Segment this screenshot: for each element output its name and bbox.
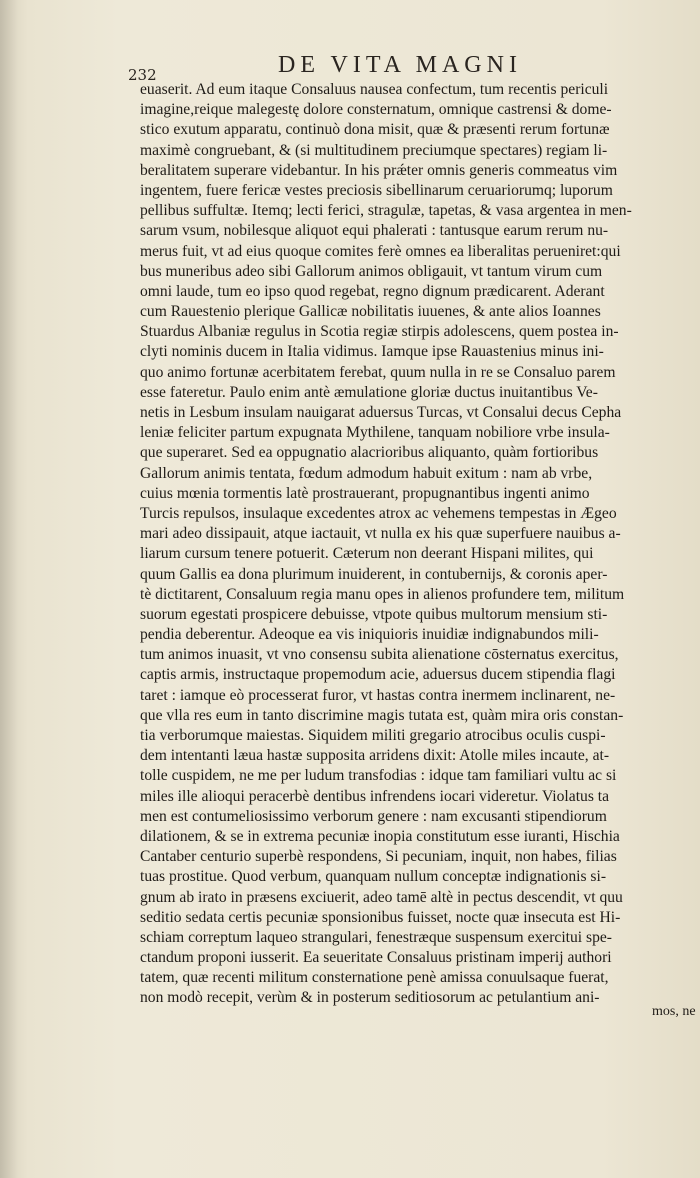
text-line: tia verborumque maiestas. Siquidem militi gregario atrocibus oculis cuspi- xyxy=(140,727,606,744)
text-line: pellibus suffultæ. Itemq; lecti ferici, stragulæ, tapetas, & vasa argentea in men- xyxy=(140,202,632,220)
text-line: ctandum proponi iusserit. Ea seueritate Consaluus pristinam imperij authori xyxy=(140,949,612,967)
text-line: imagine,reique malegestę dolore consternatum, omnique castrensi & dome- xyxy=(140,101,612,119)
text-line: merus fuit, vt ad eius quoque comites ferè omnes ea liberalitas perueniret:qui xyxy=(140,242,621,260)
text-line: quo animo fortunæ acerbitatem ferebat, quum nulla in re se Consaluo parem xyxy=(140,363,616,381)
text-line: tuas prostitue. Quod verbum, quanquam nullum conceptæ indignationis si- xyxy=(140,868,607,886)
text-line: sarum vsum, nobilesque aliquot equi phalerati : tantusque earum rerum nu- xyxy=(140,222,609,240)
text-line: Turcis repulsos, insulaque excedentes atrox ac vehemens tempestas in Ægeo xyxy=(140,504,617,522)
text-line: euaserit. Ad eum itaque Consaluus nausea confectum, tum recentis periculi xyxy=(140,81,609,98)
text-line: quum Gallis ea dona plurimum inuiderent, in contubernijs, & coronis aper- xyxy=(140,565,608,583)
text-line: tè dictitarent, Consaluum regia manu opes in alienos profundere tem, militum xyxy=(140,585,625,603)
text-line: que vlla res eum in tanto discrimine magis tutata est, quàm mira oris constan- xyxy=(140,706,624,724)
text-line: Stuardus Albaniæ regulus in Scotia regiæ stirpis adolescens, quem postea in- xyxy=(140,323,619,341)
text-line: beralitatem superare videbantur. In his prǽter omnis generis commeatus vim xyxy=(140,161,618,179)
text-line: omni laude, tum eo ipso quod regebat, regno dignum prædicarent. Aderant xyxy=(140,282,605,300)
text-line: tatem, quæ recenti militum consternatione penè amissa conuulsaque fuerat, xyxy=(140,969,609,987)
text-line: suorum egestati prospicere debuisse, vtpote quibus multorum mensium sti- xyxy=(140,605,608,623)
text-line: tolle cuspidem, ne me per ludum transfodias : idque tam familiari vultu ac si xyxy=(140,767,617,785)
text-line: ingentem, fuere fericæ vestes preciosis sibellinarum ceruariorumq; luporum xyxy=(140,181,613,199)
text-line: pendia deberentur. Adeoque ea vis iniquioris inuidiæ indignabundos mili- xyxy=(140,626,599,644)
text-line: maximè congruebant, & (si multitudinem preciumque spectares) regiam li- xyxy=(140,141,608,159)
text-line: non modò recepit, verùm & in posterum seditiosorum ac petulantium ani- xyxy=(140,989,600,1007)
text-line: stico exutum apparatu, continuò dona misit, quæ & præsenti rerum fortunæ xyxy=(140,121,610,139)
text-line: schiam correptum laqueo strangulari, fenestræque suspensum exercitui spe- xyxy=(140,928,613,946)
text-line: bus muneribus adeo sibi Gallorum animos obligauit, vt tantum virum cum xyxy=(140,262,603,280)
text-line: captis armis, instructaque propemodum acie, aduersus ducem stipendia flagi xyxy=(140,666,616,684)
text-line: cuius mœnia tormentis latè prostrauerant, propugnantibus ingenti animo xyxy=(140,484,590,502)
text-line: seditio sedata certis pecuniæ sponsionibus fuisset, nocte quæ insecuta est Hi- xyxy=(140,908,621,926)
text-line: miles ille alioqui peracerbè dentibus infrendens iocari videretur. Violatus ta xyxy=(140,787,610,805)
text-line: men est contumeliosissimo verborum genere : nam excusanti stipendiorum xyxy=(140,807,607,825)
text-line: tum animos inuasit, vt vno consensu subita alienatione cōsternatus exercitus, xyxy=(140,646,619,664)
body-text xyxy=(140,80,680,1009)
text-line: cum Rauestenio plerique Gallicæ nobilitatis iuuenes, & ante alios Ioannes xyxy=(140,303,601,321)
catchword: mos, ne xyxy=(652,1004,696,1019)
text-line: netis in Lesbum insulam nauigarat aduersus Turcas, vt Consalui decus Cepha xyxy=(140,404,622,421)
running-head xyxy=(128,52,688,82)
text-line: leniæ feliciter partum expugnata Mythilene, tanquam nobiliore vrbe insula- xyxy=(140,424,610,442)
text-line: esse fateretur. Paulo enim antè æmulatione gloriæ ductus inuitantibus Ve- xyxy=(140,383,598,401)
text-line: dem intentanti læua hastæ supposita arridens dixit: Atolle miles incaute, at- xyxy=(140,747,610,765)
text-line: clyti nominis ducem in Italia vidimus. Iamque ipse Rauastenius minus ini- xyxy=(140,343,604,361)
text-line: Gallorum animis tentata, fœdum admodum habuit exitum : nam ab vrbe, xyxy=(140,464,593,482)
text-line: dilationem, & se in extrema pecuniæ inopia constitutum esse iuranti, Hischia xyxy=(140,827,620,845)
text-line: taret : iamque eò processerat furor, vt hastas contra inermem inclinarent, ne- xyxy=(140,686,616,704)
text-line: que superaret. Sed ea oppugnatio alacrioribus aliquanto, quàm fortioribus xyxy=(140,444,599,462)
text-line: gnum ab irato in præsens exciuerit, adeo tamē altè in pectus descendit, vt quu xyxy=(140,888,623,906)
text-line: mari adeo dissipauit, atque iactauit, vt nulla ex his quæ superfuere nauibus a- xyxy=(140,525,621,543)
gutter-shadow xyxy=(0,0,18,1178)
page-number: 232 xyxy=(128,66,157,84)
running-title: DE VITA MAGNI xyxy=(278,52,522,78)
text-line: Cantaber centurio superbè respondens, Si pecuniam, inquit, non habes, filias xyxy=(140,848,617,866)
text-line: liarum cursum tenere potuerit. Cæterum non deerant Hispani milites, qui xyxy=(140,545,594,563)
